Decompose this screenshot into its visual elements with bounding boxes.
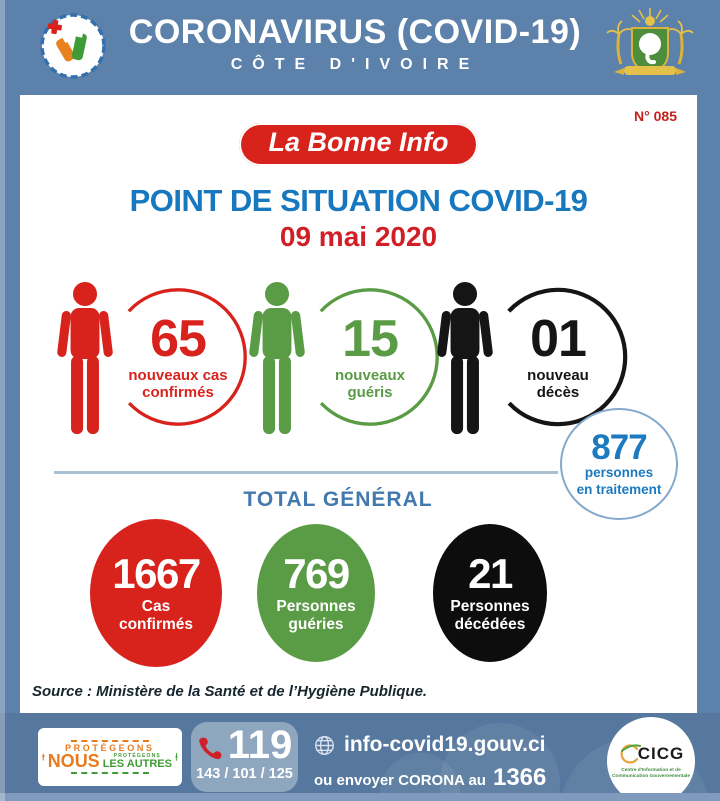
brand-badge: La Bonne Info: [239, 123, 479, 166]
stat-label-line1: nouveau: [527, 366, 589, 384]
total-deaths-circle: [433, 524, 547, 662]
protect-small-words: [103, 754, 172, 770]
cicg-caption: [612, 768, 690, 780]
total-label: [119, 598, 193, 634]
stat-text: [300, 287, 440, 427]
total-label-line2: confirmés: [118, 615, 194, 633]
stat-label: [335, 367, 405, 402]
total-recovered-circle: [257, 524, 375, 662]
footer-bar: [0, 713, 720, 793]
green-dashed-line: [71, 772, 149, 774]
cicg-acronym: CICG: [637, 744, 685, 764]
stat-label-line2: guéris: [347, 384, 393, 401]
person-icon: [248, 281, 306, 435]
phone-icon: [197, 735, 223, 761]
stat-label-line1: nouveaux cas: [128, 366, 228, 384]
phone-row: [191, 724, 298, 766]
cote-divoire-coat-of-arms-icon: [604, 6, 696, 82]
totals-row: [90, 519, 547, 667]
total-label: [276, 598, 355, 634]
report-date: 09 mai 2020: [279, 221, 438, 252]
stat-new-confirmed: [56, 281, 248, 435]
total-label-line1: Personnes: [450, 597, 530, 615]
green-person-icon: [175, 737, 178, 777]
bulletin-card: [20, 95, 697, 713]
page-title: POINT DE SITUATION COVID-19: [129, 183, 588, 218]
cicg-caption-line2: Communication Gouvernementale: [611, 774, 691, 779]
ministry-health-logo-icon: [38, 11, 108, 81]
stat-text: [488, 287, 628, 427]
website-url: info-covid19.gouv.ci: [344, 733, 546, 756]
treatment-label-line2: en traitement: [576, 481, 662, 497]
emergency-phone-badge: [191, 722, 298, 792]
web-info-block: [314, 733, 546, 792]
sms-prefix: ou envoyer CORONA au: [314, 772, 486, 789]
cicg-logo: [607, 717, 695, 793]
protect-small-word2: LES AUTRES: [102, 757, 172, 770]
stat-label: [128, 367, 227, 402]
stat-in-treatment: [560, 408, 678, 520]
section-divider: [54, 471, 558, 474]
emergency-other-numbers: 143 / 101 / 125: [196, 766, 293, 782]
source-note: Source : Ministère de la Santé et de l’Hygiène Publique.: [32, 683, 428, 700]
stat-label-line2: décès: [536, 384, 580, 401]
stat-label: [527, 367, 589, 402]
total-confirmed-circle: [90, 519, 222, 667]
header-titles: [110, 13, 600, 74]
sms-number: 1366: [492, 764, 547, 791]
stat-label-line2: confirmés: [142, 384, 214, 401]
stat-text: [108, 287, 248, 427]
orange-dashed-line: [71, 740, 149, 742]
stat-value: 15: [342, 309, 398, 368]
globe-icon: [314, 735, 335, 756]
cicg-caption-line1: Centre d'Information et de: [621, 768, 681, 774]
protect-row: [47, 751, 172, 772]
treatment-label-line1: personnes: [584, 465, 654, 481]
total-value: 769: [283, 549, 349, 597]
stat-value: 01: [530, 309, 586, 368]
person-icon: [56, 281, 114, 435]
total-label-line1: Cas: [141, 597, 171, 615]
stat-value: 65: [150, 309, 206, 368]
header-banner: [0, 0, 720, 95]
protect-word1: PROTÉGEONS: [65, 743, 155, 754]
total-label: [450, 598, 529, 634]
stat-new-recovered: [248, 281, 440, 435]
bottom-strip: [0, 793, 720, 801]
total-value: 21: [468, 549, 512, 597]
country-subtitle: CÔTE D'IVOIRE: [230, 56, 480, 73]
stat-label-line1: nouveaux: [334, 366, 406, 384]
protect-word2: NOUS: [47, 751, 100, 772]
total-label-line2: guéries: [288, 615, 344, 633]
app-title: CORONAVIRUS (COVID-19): [128, 13, 582, 51]
cicg-row: [618, 742, 685, 766]
total-label-line2: décédées: [454, 615, 526, 633]
issue-number: N° 085: [634, 108, 677, 124]
sms-row: [314, 764, 546, 792]
emergency-main-number: 119: [227, 723, 293, 767]
treatment-value: 877: [591, 428, 647, 468]
protect-text: [48, 740, 172, 773]
total-label-line1: Personnes: [276, 597, 356, 615]
total-section-title: TOTAL GÉNÉRAL: [243, 488, 433, 511]
website-row: [314, 733, 546, 757]
protect-small-word1: PROTÉGEONS: [113, 752, 161, 759]
orange-person-icon: [42, 738, 45, 776]
person-icon: [436, 281, 494, 435]
left-edge-highlight: [0, 0, 5, 801]
protect-badge: [38, 728, 182, 786]
total-value: 1667: [112, 549, 200, 597]
treatment-label: [577, 465, 662, 497]
